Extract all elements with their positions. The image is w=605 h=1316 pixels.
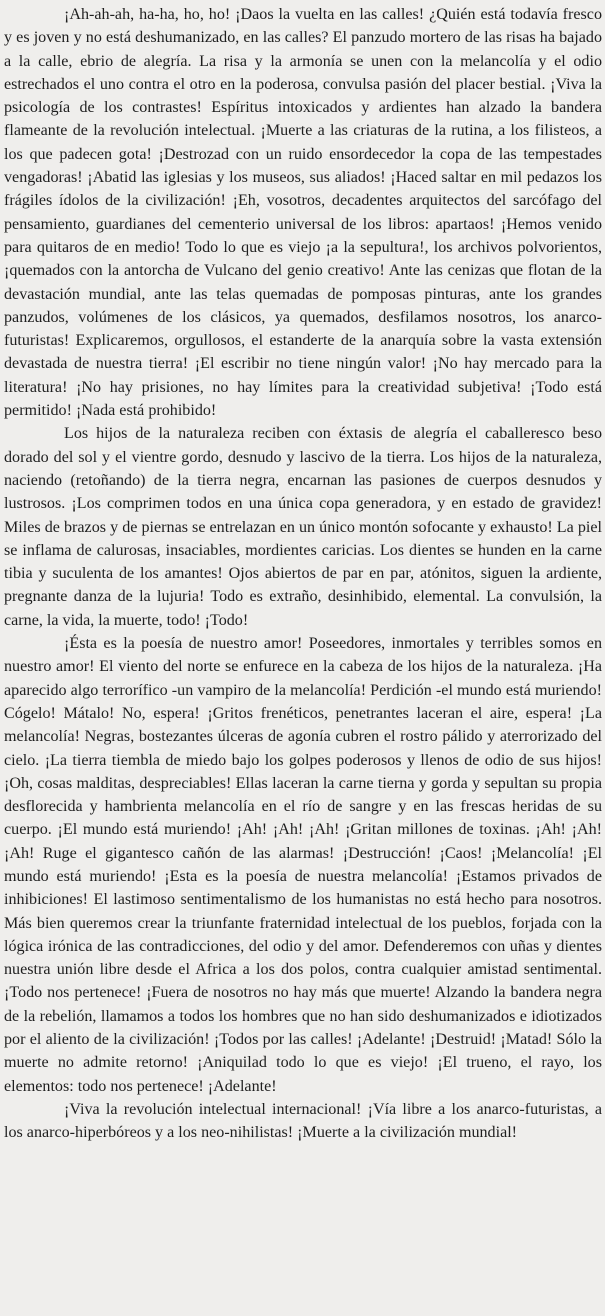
paragraph-3: ¡Ésta es la poesía de nuestro amor! Poseedores, inmortales y terribles somos en nuestro amor! El viento del norte se enfurece en la cabeza de los hijos de la naturaleza. ¡Ha aparecido algo terrorífico -un vampiro de la melancolía! Perdición -el mundo está muriendo! Cógelo! Mátalo! No, espera! ¡Gritos frenéticos, penetrantes laceran el aire, espera! ¡La melancolía! Negras, bostezantes úlceras de agonía cubren el rostro pálido y aterrorizado del cielo. ¡La tierra tiembla de miedo bajo los golpes poderosos y llenos de odio de sus hijos! ¡Oh, cosas malditas, despreciables! Ellas laceran la carne tierna y gorda y sepultan su propia desflorecida y hambrienta melancolía en el río de sangre y en las frescas heridas de su cuerpo. ¡El mundo está muriendo! ¡Ah! ¡Ah! ¡Ah! ¡Gritan millones de toxinas. ¡Ah! ¡Ah! ¡Ah! Ruge el gigantesco cañón de las alarmas! ¡Destrucción! ¡Caos! ¡Melancolía! ¡El mundo está muriendo! ¡Esta es la poesía de nuestra melancolía! ¡Estamos privados de inhibiciones! El lastimoso sentimentalismo de los humanistas no está hecho para nosotros. Más bien queremos crear la triunfante fraternidad intelectual de los pueblos, forjada con la lógica irónica de las contradicciones, del odio y del amor. Defenderemos con uñas y dientes nuestra unión libre desde el Africa a los dos polos, contra cualquier amistad sentimental. ¡Todo nos pertenece! ¡Fuera de nosotros no hay más que muerte! Alzando la bandera negra de la rebelión, llamamos a todos los hombres que no han sido deshumanizados e idiotizados por el aliento de la civilización! ¡Todos por las calles! ¡Adelante! ¡Destruid! ¡Matad! Sólo la muerte no admite retorno! ¡Aniquilad todo lo que es viejo! ¡El trueno, el rayo, los elementos: todo nos pertenece! ¡Adelante! [4,635,602,1095]
paragraph-1: ¡Ah-ah-ah, ha-ha, ho, ho! ¡Daos la vuelta en las calles! ¿Quién está todavía fresco y es joven y no está deshumanizado, en las calles? El panzudo mortero de las risas ha bajado a la calle, ebrio de alegría. La risa y la armonía se unen con la melancolía y el odio estrechados el uno contra el otro en la poderosa, convulsa pasión del placer bestial. ¡Viva la psicología de los contrastes! Espíritus intoxicados y ardientes han alzado la bandera flameante de la revolución intelectual. ¡Muerte a las criaturas de la rutina, a los filisteos, a los que padecen gota! ¡Destrozad con un ruido ensordecedor la copa de las tempestades vengadoras! ¡Abatid las iglesias y los museos, sus aliados! ¡Haced saltar en mil pedazos los frágiles ídolos de la civilización! ¡Eh, vosotros, decadentes arquitectos del sarcófago del pensamiento, guardianes del cementerio universal de los libros: apartaos! ¡Hemos venido para quitaros de en medio! Todo lo que es viejo ¡a la sepultura!, los archivos polvorientos, ¡quemados con la antorcha de Vulcano del genio creativo! Ante las cenizas que flotan de la devastación mundial, ante las telas quemadas de pomposas pinturas, ante los grandes panzudos, volúmenes de los clásicos, ya quemados, desfilamos nosotros, los anarco-futuristas! Explicaremos, orgullosos, el estanderte de la anarquía sobre la vasta extensión devastada de nuestra tierra! ¡El escribir no tiene ningún valor! ¡No hay mercado para la literatura! ¡No hay prisiones, no hay límites para la creatividad subjetiva! ¡Todo está permitido! ¡Nada está prohibido! [4,6,602,420]
paragraph-4: ¡Viva la revolución intelectual internacional! ¡Vía libre a los anarco-futuristas, a los anarco-hiperbóreos y a los neo-nihilistas! ¡Muerte a la civilización mundial! [4,1100,602,1142]
paragraph-2: Los hijos de la naturaleza reciben con éxtasis de alegría el caballeresco beso dorado del sol y el vientre gordo, desnudo y lascivo de la tierra. Los hijos de la naturaleza, naciendo (retoñando) de la tierra negra, encarnan las pasiones de cuerpos desnudos y lustrosos. ¡Los comprimen todos en una única copa generadora, y en estado de gravidez! Miles de brazos y de piernas se entrelazan en un único montón sofocante y exhausto! La piel se inflama de calurosas, insaciables, mordientes caricias. Los dientes se hunden en la carne tibia y suculenta de los amantes! Ojos abiertos de par en par, atónitos, siguen la ardiente, pregnante danza de la lujuria! Todo es extraño, desinhibido, elemental. La convulsión, la carne, la vida, la muerte, todo! ¡Todo! [4,425,602,629]
